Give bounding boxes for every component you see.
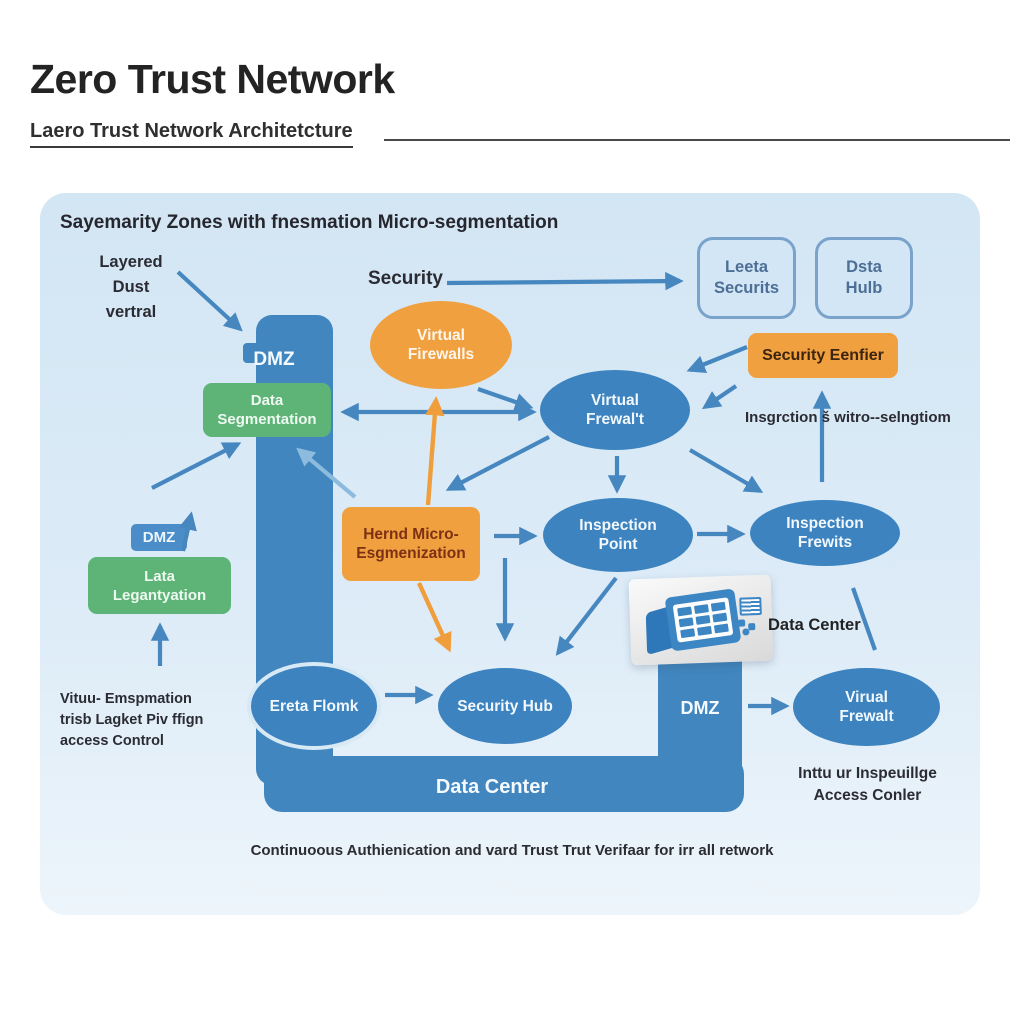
node-data-segmentation: Data Segmentation <box>203 383 331 437</box>
arrow-frewalt-to-hernd <box>449 437 549 489</box>
arrow-orange-hernd-to-firewalls <box>428 400 436 505</box>
arrow-security-to-leeta <box>447 281 680 283</box>
node-dsta-hulb: Dsta Hulb <box>815 237 913 319</box>
data-center-bar-label: Data Center <box>435 776 549 798</box>
arrow-firewalls-to-frewalt <box>478 389 530 407</box>
node-inspection-point: Inspection Point <box>543 498 693 572</box>
node-lata-legantyation: Lata Legantyation <box>88 557 231 614</box>
node-security-hub: Security Hub <box>438 668 572 744</box>
node-virtual-frewalt: Virtual Frewal't <box>540 370 690 450</box>
arrow-center-to-frewalt-b <box>705 386 736 407</box>
node-leeta-securits: Leeta Securits <box>697 237 796 319</box>
left-note: Vituu- Emspmation trisb Lagket Piv ffign access Control <box>60 691 204 749</box>
page-title: Zero Trust Network <box>30 56 395 102</box>
arrow-frewalt-to-frewits <box>690 450 760 491</box>
node-virual-frewalt: Virual Frewalt <box>793 668 940 746</box>
security-label: Security <box>368 268 443 289</box>
dmz-right-label: DMZ <box>680 698 720 718</box>
arrow-layered-to-dmz <box>178 272 240 329</box>
arrow-light-to-column <box>299 450 355 497</box>
page-subtitle: Laero Trust Network Architetcture <box>30 120 353 148</box>
node-virtual-firewalls: Virtual Firewalls <box>370 301 512 389</box>
node-dmz-left: DMZ <box>131 524 187 551</box>
inspection-note: Insgrction š witro--selngtiom <box>745 409 951 426</box>
layered-note: Layered Dust vertral <box>99 253 163 321</box>
panel-caption: Continuoous Authienication and vard Trust Trut Verifaar for irr all retwork <box>250 842 774 859</box>
panel-heading: Sayemarity Zones with fnesmation Micro-segmentation <box>60 212 559 233</box>
data-center-side-label: Data Center <box>768 616 861 634</box>
arrow-center-to-frewalt-a <box>690 347 747 370</box>
node-inspection-frewits: Inspection Frewits <box>750 500 900 566</box>
node-security-center: Security Eenfier <box>748 333 898 378</box>
arrow-dmzleft-up <box>183 515 191 551</box>
arrow-orange-hernd-to-hub <box>419 583 449 649</box>
arrow-inspection-to-security-hub <box>558 578 616 653</box>
bottom-right-note: Inttu ur Inspeuillge Access Conler <box>798 765 937 804</box>
node-hernd-micro: Hernd Micro-Esgmenization <box>342 507 480 581</box>
dmz-column-label: DMZ <box>253 349 295 370</box>
arrow-up-to-segmentation <box>152 444 238 488</box>
node-ereta-flomk: Ereta Flomk <box>247 662 381 750</box>
